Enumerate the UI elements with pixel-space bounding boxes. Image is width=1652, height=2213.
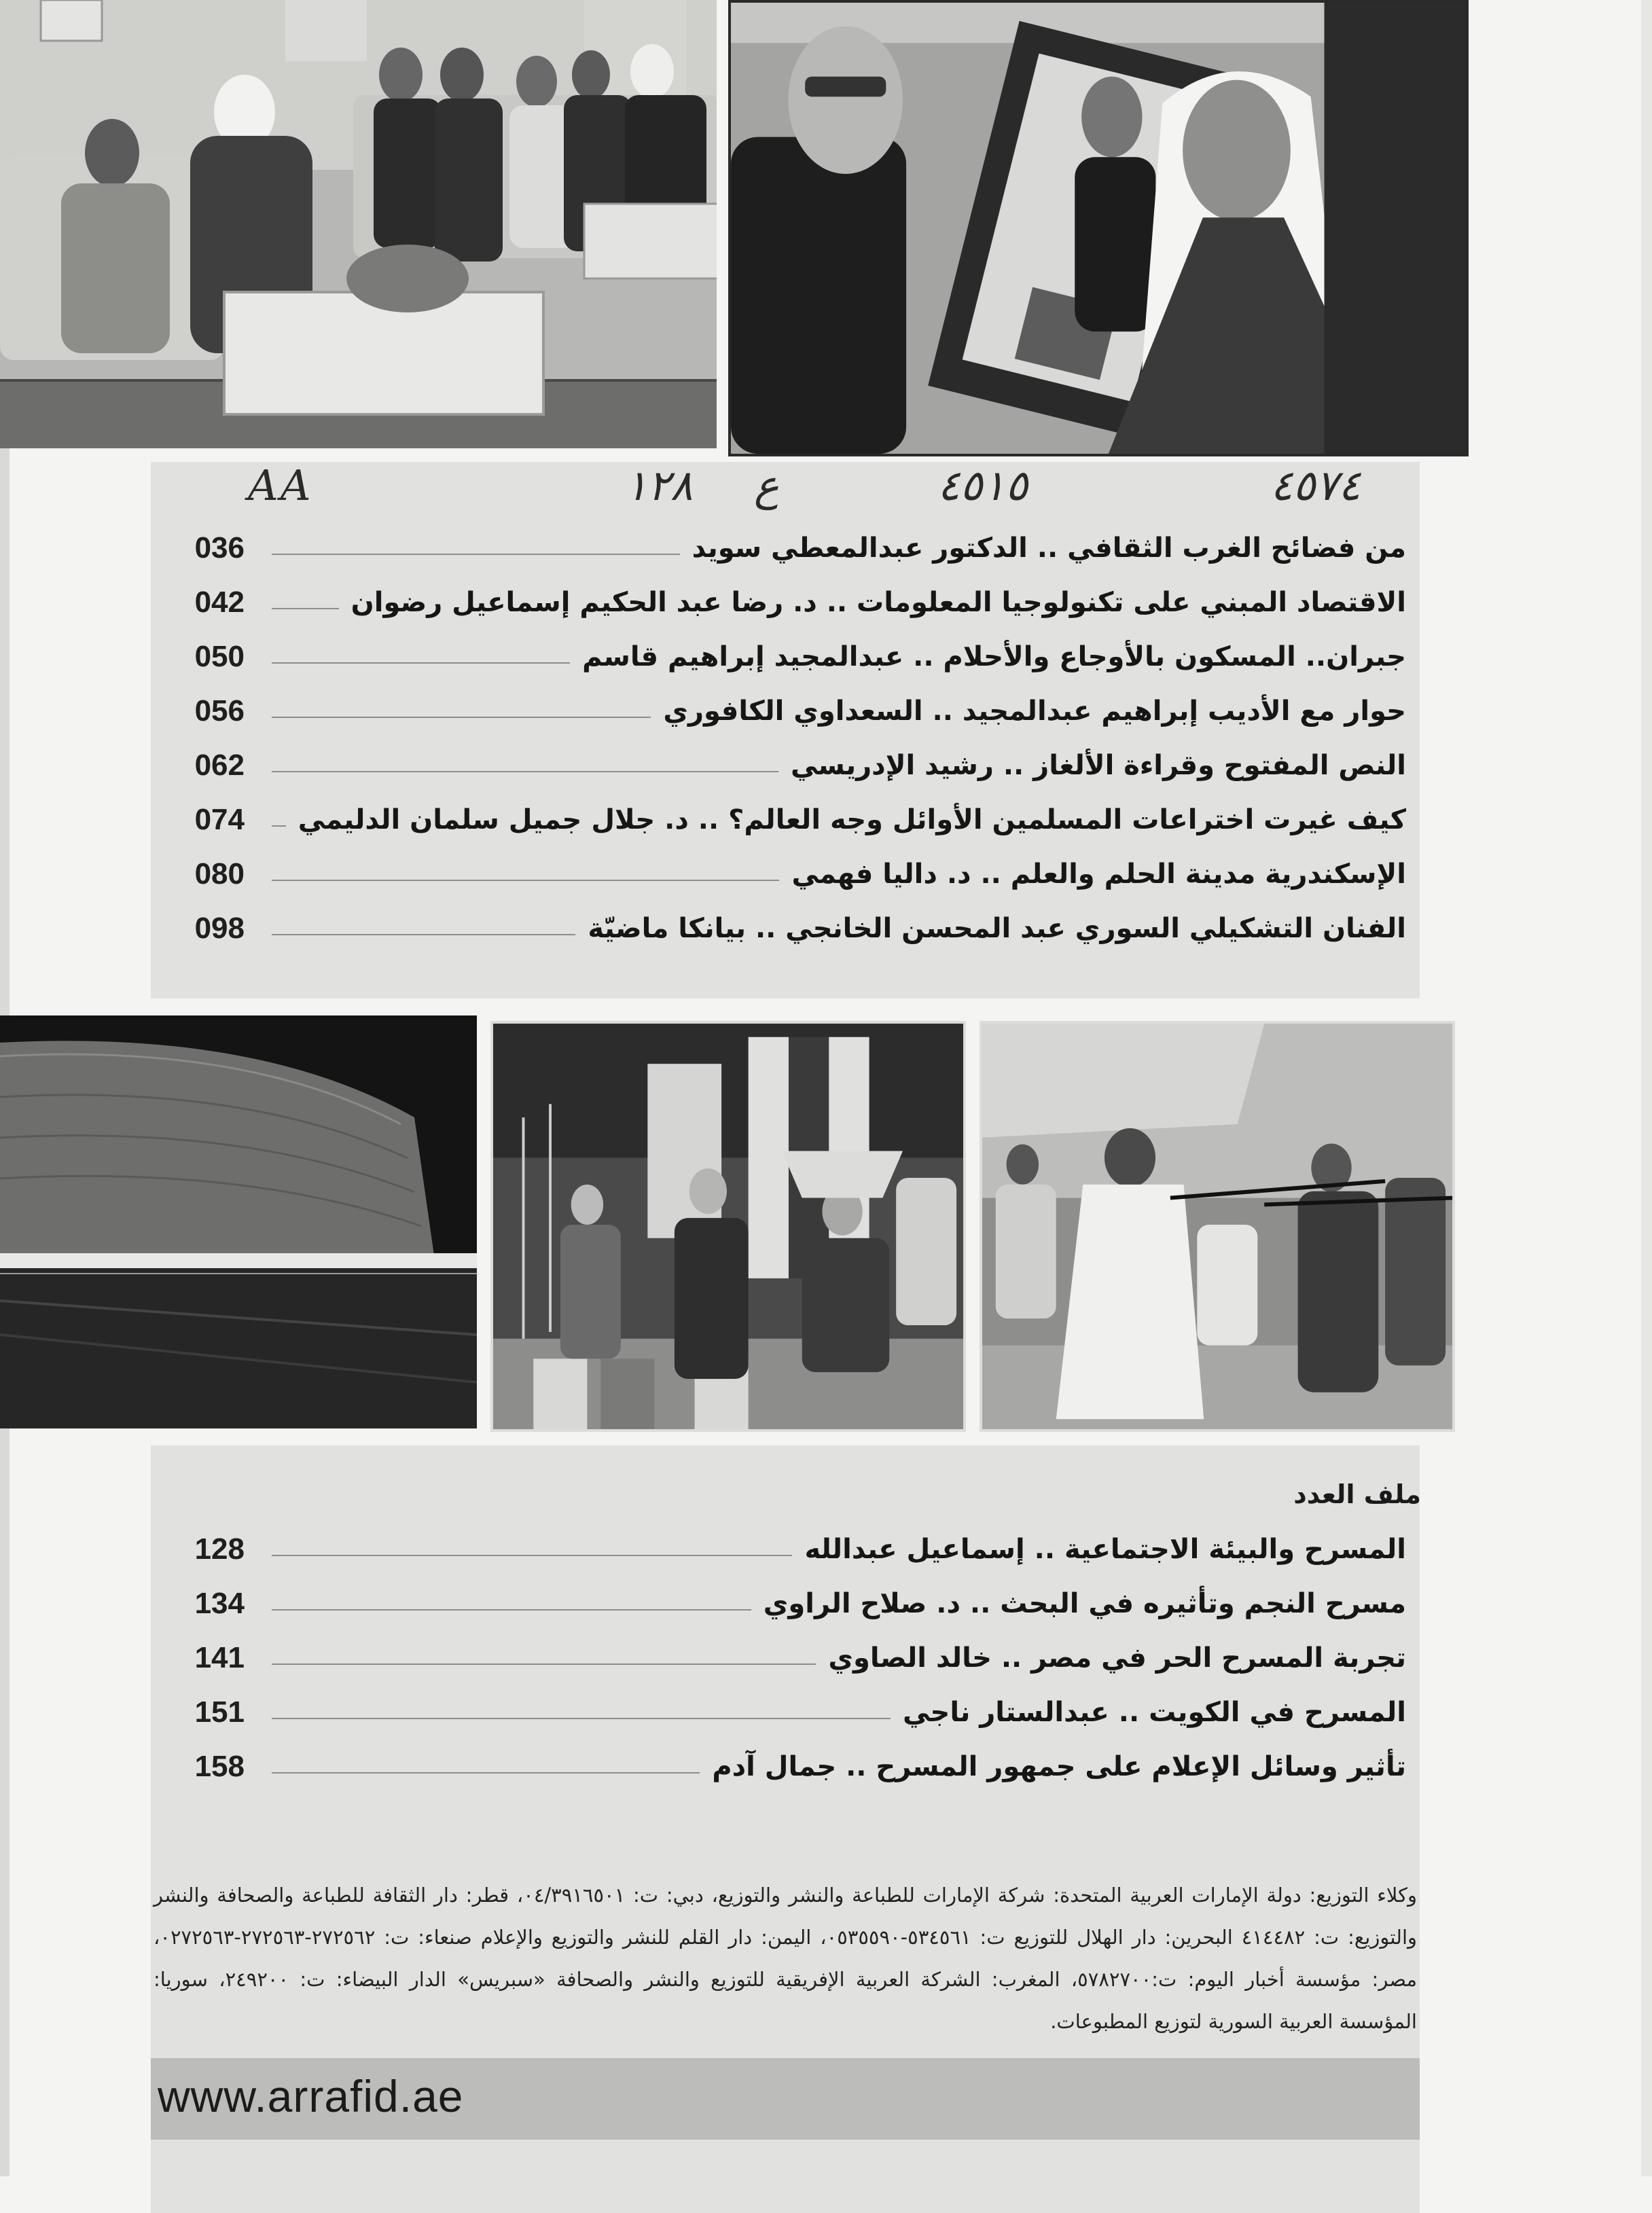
- handwritten-mark: ٤٥١٥: [937, 461, 1028, 510]
- toc-entry[interactable]: [163, 742, 1413, 789]
- dossier-title: تجربة المسرح الحر في مصر .. خالد الصاوي: [828, 1642, 1406, 1674]
- dossier-entry[interactable]: [163, 1526, 1413, 1573]
- page-edge-right: [1641, 0, 1652, 2176]
- toc-leader-line: [272, 1663, 816, 1665]
- dossier-entry[interactable]: [163, 1689, 1413, 1736]
- toc-entry[interactable]: [163, 633, 1413, 681]
- toc-leader-line: [272, 717, 651, 718]
- dossier-entry[interactable]: [163, 1743, 1413, 1791]
- toc-page-number: 050: [194, 640, 245, 673]
- handwritten-mark: ١٢٨: [625, 461, 693, 510]
- toc-entry[interactable]: [163, 796, 1413, 844]
- dossier-title: المسرح والبيئة الاجتماعية .. إسماعيل عبدالله: [804, 1534, 1406, 1565]
- toc-page-number: 062: [194, 749, 245, 782]
- photo-library-night: [0, 1015, 477, 1428]
- toc-leader-line: [272, 608, 339, 609]
- toc-title: كيف غيرت اختراعات المسلمين الأوائل وجه العالم؟ .. د. جلال جميل سلمان الدليمي: [298, 804, 1406, 835]
- photo-theatre-stage-costume: [490, 1021, 966, 1432]
- toc-title: الفنان التشكيلي السوري عبد المحسن الخانجي .. بيانكا ماضيّة: [588, 913, 1406, 944]
- toc-leader-line: [272, 1772, 700, 1774]
- toc-title: جبران.. المسكون بالأوجاع والأحلام .. عبدالمجيد إبراهيم قاسم: [582, 641, 1406, 672]
- toc-title: الاقتصاد المبني على تكنولوجيا المعلومات .. د. رضا عبد الحكيم إسماعيل رضوان: [351, 587, 1406, 618]
- dossier-page-number: 134: [194, 1587, 245, 1620]
- toc-page-number: 036: [194, 531, 245, 564]
- dossier-page-number: 141: [194, 1641, 245, 1674]
- toc-title: الإسكندرية مدينة الحلم والعلم .. د. داليا فهمي: [791, 859, 1406, 890]
- website-link[interactable]: www.arrafid.ae: [158, 2071, 464, 2121]
- handwritten-mark: AA: [248, 461, 313, 510]
- dossier-title: تأثير وسائل الإعلام على جمهور المسرح .. جمال آدم: [712, 1751, 1406, 1782]
- dossier-page-number: 128: [194, 1532, 245, 1566]
- toc-entry[interactable]: [163, 524, 1413, 572]
- toc-title: النص المفتوح وقراءة الألغاز .. رشيد الإدريسي: [790, 750, 1406, 781]
- toc-leader-line: [272, 662, 570, 664]
- dossier-entry[interactable]: [163, 1634, 1413, 1682]
- distribution-agents-text: وكلاء التوزيع: دولة الإمارات العربية المتحدة: شركة الإمارات للطباعة والنشر والتوزيع، دبي: ت: ٠٤/٣٩١٦٥٠١، قطر: دار الثقافة للطباعة والصحافة والنشر والتوزيع: ت: ٤١٤٤٨٢ البحرين: دار الهلال للتوزيع ت: ٥٣٤٥٦١-٠٥٣٥٥٩٠، اليمن: دار القلم للنشر والتوزيع والإعلام صنعاء: ت: ٢٧٢٥٦٢-٢٧٢٥٦٣-٠٢٧٢٥٦٣، مصر: مؤسسة أخبار اليوم: ت:٥٧٨٢٧٠٠، المغرب: الشركة العربية الإفريقية للتوزيع والنشر والصحافة «سبريس» الدار البيضاء: ت: ٢٤٩٢٠٠، سوريا: المؤسسة العربية السورية لتوزيع المطبوعات.: [154, 1884, 1418, 2033]
- photo-theatre-stage-rifles: [980, 1021, 1455, 1432]
- toc-page-number: 042: [194, 586, 245, 619]
- dossier-entry[interactable]: [163, 1580, 1413, 1627]
- toc-entry[interactable]: [163, 850, 1413, 898]
- toc-leader-line: [272, 771, 778, 772]
- dossier-page-number: 151: [194, 1695, 245, 1729]
- toc-leader-line: [272, 825, 286, 827]
- toc-title: حوار مع الأديب إبراهيم عبدالمجيد .. السعداوي الكافوري: [663, 696, 1406, 727]
- toc-page-number: 098: [194, 912, 245, 945]
- dossier-title: مسرح النجم وتأثيره في البحث .. د. صلاح الراوي: [763, 1588, 1406, 1619]
- dossier-page-number: 158: [194, 1750, 245, 1783]
- toc-leader-line: [272, 880, 779, 881]
- toc-page-number: 074: [194, 803, 245, 836]
- toc-leader-line: [272, 1555, 792, 1556]
- toc-entry[interactable]: [163, 687, 1413, 735]
- handwritten-mark: ٤٥٧٤: [1270, 461, 1361, 510]
- dossier-heading: ملف العدد: [1293, 1479, 1421, 1509]
- toc-leader-line: [272, 1609, 751, 1611]
- toc-page-number: 080: [194, 857, 245, 890]
- toc-entry[interactable]: [163, 905, 1413, 952]
- photo-award-presentation: [728, 0, 1469, 456]
- photo-majlis-reception: [0, 0, 717, 448]
- toc-leader-line: [272, 554, 680, 555]
- toc-entry[interactable]: [163, 579, 1413, 626]
- dossier-title: المسرح في الكويت .. عبدالستار ناجي: [903, 1697, 1406, 1728]
- toc-leader-line: [272, 934, 575, 935]
- toc-leader-line: [272, 1718, 891, 1719]
- toc-title: من فضائح الغرب الثقافي .. الدكتور عبدالمعطي سويد: [692, 533, 1406, 564]
- toc-page-number: 056: [194, 694, 245, 727]
- handwritten-mark: ع: [754, 461, 779, 510]
